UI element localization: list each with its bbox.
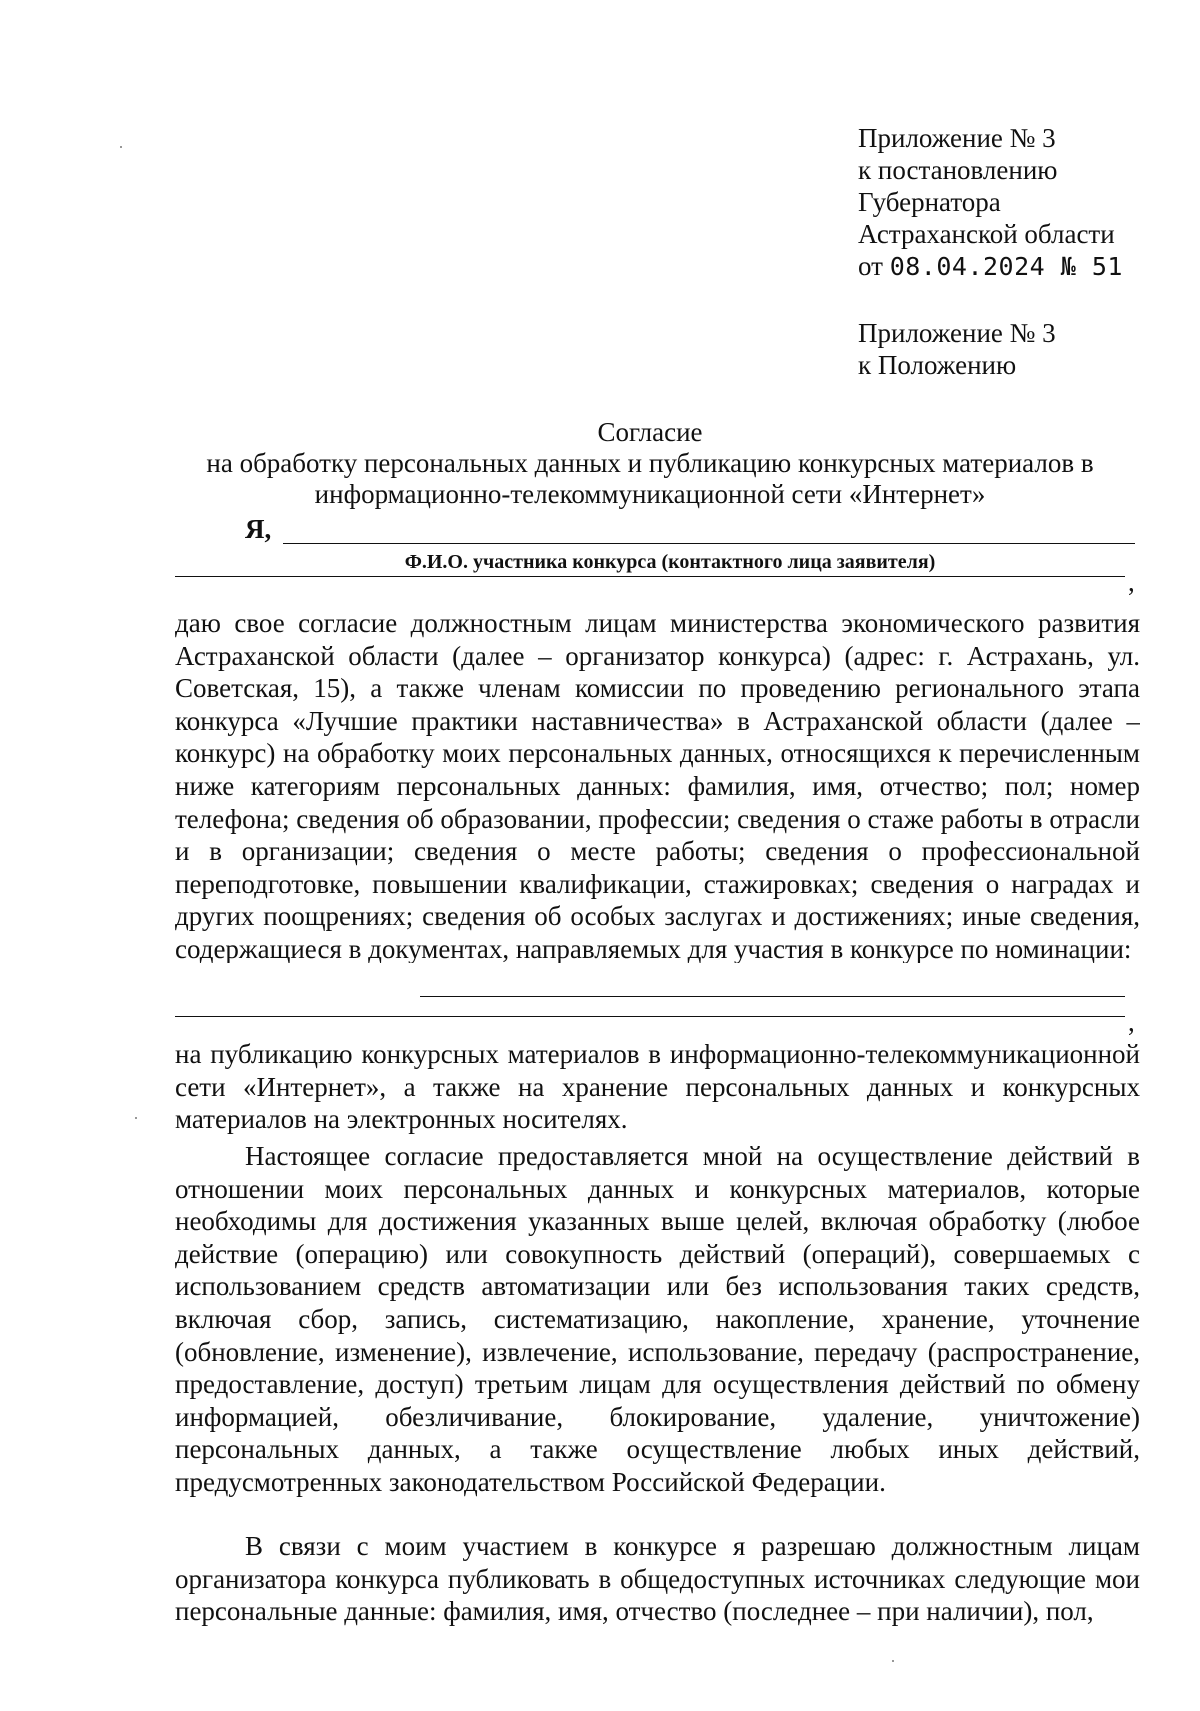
title-heading: Согласие (597, 417, 703, 447)
date-prefix: от (858, 251, 883, 281)
appendix-regulation-line-1: Приложение № 3 (858, 318, 1056, 348)
appendix-decree-block (858, 122, 1178, 283)
appendix-regulation-block (858, 317, 1178, 381)
appendix-regulation-line-2: к Положению (858, 350, 1017, 380)
scan-speck (120, 146, 122, 148)
title-line-1: на обработку персональных данных и публикацию конкурсных материалов в (206, 448, 1094, 478)
fio-blank-line (283, 543, 1135, 544)
fio-field (245, 513, 1135, 547)
nomination-blank-line (420, 996, 1125, 997)
date-stamp: 08.04.2024 № 51 (889, 252, 1123, 281)
appendix-decree-line-1: Приложение № 3 (858, 123, 1056, 153)
document-title (170, 417, 1130, 510)
fio-caption: Ф.И.О. участника конкурса (контактного лица заявителя) (404, 551, 936, 573)
scan-speck (892, 1660, 894, 1662)
fio-prefix: Я, (245, 514, 272, 544)
title-line-2: информационно-телекоммуникационной сети «Интернет» (314, 479, 986, 509)
appendix-decree-line-3: Губернатора (858, 187, 1001, 217)
appendix-decree-line-2: к постановлению (858, 155, 1058, 185)
nomination-continuation-line (175, 1016, 1125, 1017)
scan-speck (135, 1117, 137, 1119)
paragraph-processing-actions: Настоящее согласие предоставляется мной на осуществление действий в отношении моих персональных данных и конкурсных материалов, которые необходимы для достижения указанных выше целей, включая обработку (любое действие (операцию) или совокупность действий (операций), совершаемых с использованием средств автоматизации или без использования таких средств, включая сбор, запись, систематизацию, накопление, хранение, уточнение (обновление, изменение), извлечение, использование, передачу (распространение, предоставление, доступ) третьим лицам для осуществления действий по обмену информацией, обезличивание, блокирование, удаление, уничтожение) персональных данных, а также осуществление любых иных действий, предусмотренных законодательством Российской Федерации. (175, 1141, 1140, 1497)
appendix-decree-date-line (858, 250, 1178, 283)
paragraph-publication: на публикацию конкурсных материалов в информационно-телекоммуникационной сети «Интернет», а также на хранение персональных данных и конкурсных материалов на электронных носителях. (175, 1039, 1140, 1135)
paragraph-consent-scope: даю свое согласие должностным лицам министерства экономического развития Астраханской области (далее – организатор конкурса) (адрес: г. Астрахань, ул. Советская, 15), а также членам комиссии по проведению регионального этапа конкурса «Лучшие практики наставничества» в Астраханской области (далее – конкурс) на обработку моих персональных данных, относящихся к перечисленным ниже категориям персональных данных: фамилия, имя, отчество; пол; номер телефона; сведения об образовании, профессии; сведения о стаже работы в отрасли и в организации; сведения о месте работы; сведения о профессиональной переподготовке, повышении квалификации, стажировках; сведения о наградах и других поощрениях; сведения об особых заслугах и достижениях; иные сведения, содержащиеся в документах, направляемых для участия в конкурсе по номинации: (175, 608, 1140, 963)
fio-continuation-line (175, 576, 1125, 577)
appendix-decree-line-4: Астраханской области (858, 219, 1115, 249)
fio-comma: , (1128, 567, 1135, 597)
paragraph-public-sources: В связи с моим участием в конкурсе я разрешаю должностным лицам организатора конкурса публиковать в общедоступных источниках следующие мои персональные данные: фамилия, имя, отчество (последнее – при наличии), пол, (175, 1531, 1140, 1627)
nomination-comma: , (1128, 1007, 1135, 1037)
